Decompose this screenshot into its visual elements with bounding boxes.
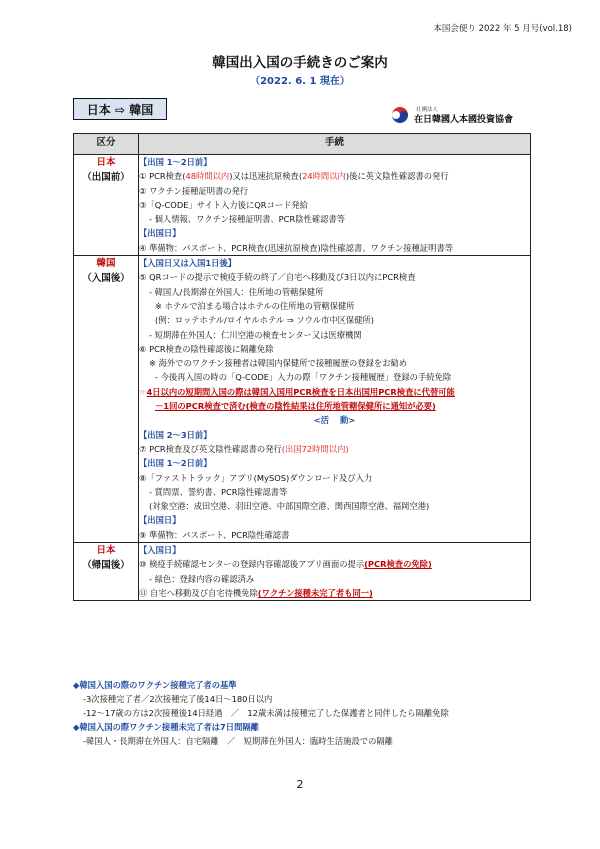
procedure-text: 【入国日又は入国1日後】	[139, 258, 237, 269]
procedure-text: ⑤ QRコードの提示で検疫手続の終了／自宅へ移動及び3日以内にPCR検査	[139, 272, 416, 283]
procedure-text: ① PCR検査(	[139, 171, 186, 182]
procedure-text: 【出国日】	[139, 515, 181, 526]
procedure-text: 【出国 2～3日前】	[139, 429, 212, 440]
procedure-text: ⑨ 準備物：パスポート、PCR陰性確認書	[139, 529, 290, 540]
page-title: 韓国出入国の手続きのご案内	[212, 55, 388, 71]
procedure-line	[139, 513, 530, 527]
procedure-text: ☞	[139, 386, 147, 397]
procedure-line	[139, 499, 530, 513]
procedure-text: ⑩ 検疫手続確認センターの登録内容確認後アプリ画面の提示	[139, 559, 365, 570]
procedure-line	[139, 485, 530, 499]
procedure-line	[139, 413, 530, 427]
procedure-line	[139, 399, 530, 413]
procedure-line	[139, 456, 530, 470]
procedure-text: ⑪ 自宅へ移動及び自宅待機免除	[139, 587, 258, 598]
procedure-table	[73, 133, 531, 601]
issue-label: 本国会便り 2022 年 5 月号(vol.18)	[433, 24, 572, 34]
table-header-row	[74, 134, 531, 155]
procedure-text: - 個人情報、ワクチン接種証明書、PCR陰性確認書等	[149, 214, 346, 225]
procedure-header: 手続	[139, 134, 531, 155]
procedure-line	[139, 356, 530, 370]
note-line: -3次接種完了者／2次接種完了後14日～180日以内	[83, 694, 273, 704]
procedure-text: (対象空港：成田空港、羽田空港、中部国際空港、関西国際空港、福岡空港)	[149, 501, 430, 512]
procedure-text: ③「Q-CODE」サイト入力後にQRコード発給	[139, 199, 309, 210]
category-cell	[74, 256, 139, 543]
as-of-date: （2022. 6. 1 現在）	[250, 76, 350, 87]
table-row	[74, 543, 531, 601]
procedure-line	[139, 328, 530, 342]
table-row	[74, 155, 531, 256]
procedure-text: (出国72時間以内)	[281, 443, 349, 454]
note-heading: ◆韓国入国の際のワクチン接種完了者の基準	[73, 680, 237, 690]
procedure-text: )又は迅速抗原検査(	[229, 171, 303, 182]
category-header: 区分	[74, 134, 139, 155]
procedure-text: - 短期滞在外国人：仁川空港の検査センター又は医療機関	[149, 329, 362, 340]
procedure-text: (ワクチン接種未完了者も同一)	[257, 587, 373, 598]
category-phase: （帰国後）	[82, 560, 130, 572]
procedure-line	[139, 528, 530, 542]
procedure-line	[139, 557, 530, 571]
taegeuk-logo-icon	[390, 105, 410, 125]
procedure-text: 4日以内の短期間入国の際は韓国入国用PCR検査を日本出国用PCR検査に代替可能	[146, 386, 455, 397]
procedure-text: ※ ホテルで泊まる場合はホテルの住所地の管轄保健所	[155, 300, 355, 311]
procedure-line	[139, 342, 530, 356]
procedure-line	[139, 572, 530, 586]
procedure-line	[139, 299, 530, 313]
procedure-cell	[139, 543, 531, 601]
procedure-line	[139, 198, 530, 212]
procedure-text: 【出国日】	[139, 228, 181, 239]
procedure-line	[139, 155, 530, 169]
procedure-line	[139, 313, 530, 327]
procedure-line	[139, 428, 530, 442]
procedure-text: ⑧「ファストトラック」アプリ(MySOS)ダウンロード及び入力	[139, 472, 373, 483]
procedure-line	[139, 241, 530, 255]
procedure-line	[139, 212, 530, 226]
category-country: 日本	[96, 157, 116, 168]
procedure-text: 【出国 1～2日前】	[139, 157, 212, 167]
procedure-text: 【出国 1～2日前】	[139, 458, 212, 469]
procedure-text: (PCR検査の免除)	[364, 559, 432, 570]
procedure-text: (例：ロッテホテル/ロイヤルホテル ⇒ ソウル市中区保健所)	[155, 315, 375, 326]
procedure-line	[139, 543, 530, 557]
association-logo	[390, 103, 530, 129]
logo-small-text: 社團法人	[416, 107, 439, 113]
logo-name: 在日韓國人本國投資協會	[414, 115, 514, 125]
procedure-line	[139, 184, 530, 198]
procedure-text: - 緑色：登録内容の確認済み	[149, 573, 255, 584]
note-line: -12～17歳の方は2次接種後14日経過 ／ 12歳未満は接種完了した保護者と同伴したら隔離免除	[83, 708, 449, 718]
procedure-text: - 韓国人/長期滞在外国人：住所地の管轄保健所	[149, 286, 324, 297]
procedure-text: - 今後再入国の時の「Q-CODE」入力の際「ワクチン接種履歴」登録の手続免除	[155, 372, 452, 383]
procedure-line	[139, 385, 530, 399]
procedure-line	[139, 270, 530, 284]
table-row	[74, 256, 531, 543]
procedure-line	[139, 226, 530, 240]
procedure-line	[139, 169, 530, 183]
procedure-text: - 質問票、誓約書、PCR陰性確認書等	[149, 486, 288, 497]
procedure-line	[139, 442, 530, 456]
procedure-text: )後に英文陰性確認書の発行	[345, 171, 449, 182]
note-heading: ◆韓国入国の際ワクチン接種未完了者は7日間隔離	[73, 722, 259, 732]
procedure-line	[139, 256, 530, 270]
category-cell	[74, 543, 139, 601]
procedure-cell	[139, 155, 531, 256]
procedure-text: 24時間以内	[302, 171, 346, 182]
procedure-text: ④ 準備物：パスポート、PCR検査(迅速抗原検査)陰性確認書、ワクチン接種証明書等	[139, 242, 454, 253]
procedure-text: <活 動>	[313, 415, 356, 426]
direction-box: 日本 ⇨ 韓国	[73, 98, 167, 120]
procedure-line	[139, 471, 530, 485]
note-line: -韓国人・長期滞在外国人：自宅隔離 ／ 短期滞在外国人：臨時生活施設での隔離	[83, 736, 393, 746]
procedure-text: 【入国日】	[139, 545, 181, 556]
procedure-line	[139, 370, 530, 384]
category-phase: （出国前）	[82, 172, 130, 184]
procedure-cell	[139, 256, 531, 543]
procedure-text: ② ワクチン接種証明書の発行	[139, 185, 249, 196]
procedure-line	[139, 285, 530, 299]
category-cell	[74, 155, 139, 256]
procedure-line	[139, 586, 530, 600]
page-number: 2	[296, 778, 304, 791]
category-phase: （入国後）	[82, 273, 130, 285]
category-country: 日本	[96, 545, 116, 557]
procedure-text: 48時間以内	[185, 171, 230, 182]
procedure-text: ⑥ PCR検査の陰性確認後に隔離免除	[139, 343, 274, 354]
procedure-text: ※ 海外でのワクチン接種者は韓国内保健所で接種履歴の登録をお勧め	[149, 358, 408, 369]
notes-section	[73, 678, 543, 748]
procedure-text: ⑦ PCR検査及び英文陰性確認書の発行	[139, 443, 282, 454]
procedure-text: －1回のPCR検査で済む(検査の陰性結果は住所地管轄保健所に通知が必要)	[155, 401, 436, 412]
category-country: 韓国	[96, 258, 116, 270]
